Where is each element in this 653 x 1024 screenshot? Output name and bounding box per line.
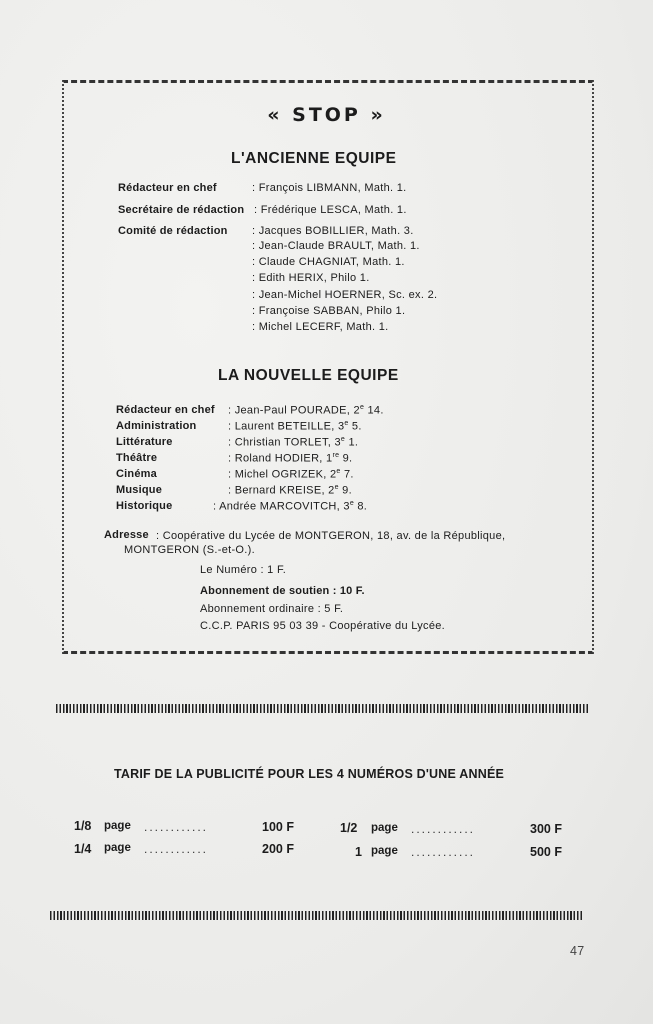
bottom-separator-bar [50, 911, 584, 920]
new-team-member: : Laurent BETEILLE, 3e 5. [228, 420, 362, 433]
old-team-role: Rédacteur en chef [118, 182, 217, 194]
tarif-price: 500 F [530, 845, 562, 859]
tarif-heading: TARIF DE LA PUBLICITÉ POUR LES 4 NUMÉROS D'UNE ANNÉE [114, 767, 505, 781]
new-team-member: : Christian TORLET, 3e 1. [228, 436, 359, 449]
tarif-size: 1 [355, 845, 362, 859]
old-team-heading: L'ANCIENNE EQUIPE [231, 150, 397, 167]
tarif-size: 1/8 [74, 819, 92, 833]
tarif-dots: ............ [411, 822, 476, 836]
support-subscription: Abonnement de soutien : 10 F. [200, 585, 365, 597]
tarif-unit: page [371, 822, 398, 834]
new-team-member: : Andrée MARCOVITCH, 3e 8. [213, 500, 368, 513]
tarif-dots: ............ [144, 842, 209, 856]
old-team-member: : Claude CHAGNIAT, Math. 1. [252, 256, 405, 268]
tarif-unit: page [371, 845, 398, 857]
old-team-member: : Michel LECERF, Math. 1. [252, 321, 389, 333]
new-team-role: Rédacteur en chef [116, 404, 215, 416]
tarif-price: 100 F [262, 820, 294, 834]
address-label: Adresse [104, 529, 149, 541]
ccp-account: C.C.P. PARIS 95 03 39 - Coopérative du Lycée. [200, 620, 446, 632]
old-team-member: : Edith HERIX, Philo 1. [252, 272, 370, 284]
new-team-role: Historique [116, 500, 173, 512]
new-team-role: Théâtre [116, 452, 158, 464]
page-number: 47 [570, 944, 585, 958]
regular-subscription: Abonnement ordinaire : 5 F. [200, 603, 344, 615]
old-team-role: Secrétaire de rédaction [118, 204, 245, 216]
top-separator-bar [56, 704, 590, 713]
issue-price: Le Numéro : 1 F. [200, 564, 287, 576]
old-team-member: : Jacques BOBILLIER, Math. 3. [252, 225, 414, 237]
new-team-heading: LA NOUVELLE EQUIPE [218, 367, 399, 384]
new-team-role: Cinéma [116, 468, 157, 480]
tarif-size: 1/2 [340, 821, 358, 835]
new-team-role: Musique [116, 484, 163, 496]
tarif-dots: ............ [411, 845, 476, 859]
new-team-member: : Bernard KREISE, 2e 9. [228, 484, 352, 497]
tarif-size: 1/4 [74, 842, 92, 856]
magazine-title: « STOP » [267, 104, 386, 126]
old-team-member: : Frédérique LESCA, Math. 1. [254, 204, 407, 216]
new-team-member: : Michel OGRIZEK, 2e 7. [228, 468, 354, 481]
new-team-member: : Roland HODIER, 1re 9. [228, 452, 353, 465]
old-team-member: : François LIBMANN, Math. 1. [252, 182, 407, 194]
tarif-unit: page [104, 842, 131, 854]
address-line-1: : Coopérative du Lycée de MONTGERON, 18, av. de la République, [156, 530, 506, 542]
tarif-dots: ............ [144, 820, 209, 834]
old-team-member: : Françoise SABBAN, Philo 1. [252, 305, 406, 317]
tarif-unit: page [104, 820, 131, 832]
tarif-price: 200 F [262, 842, 294, 856]
tarif-price: 300 F [530, 822, 562, 836]
old-team-member: : Jean-Michel HOERNER, Sc. ex. 2. [252, 289, 438, 301]
new-team-role: Littérature [116, 436, 173, 448]
old-team-member: : Jean-Claude BRAULT, Math. 1. [252, 240, 420, 252]
address-line-2: MONTGERON (S.-et-O.). [124, 544, 255, 556]
new-team-member: : Jean-Paul POURADE, 2e 14. [228, 404, 384, 417]
new-team-role: Administration [116, 420, 197, 432]
old-team-role: Comité de rédaction [118, 225, 228, 237]
